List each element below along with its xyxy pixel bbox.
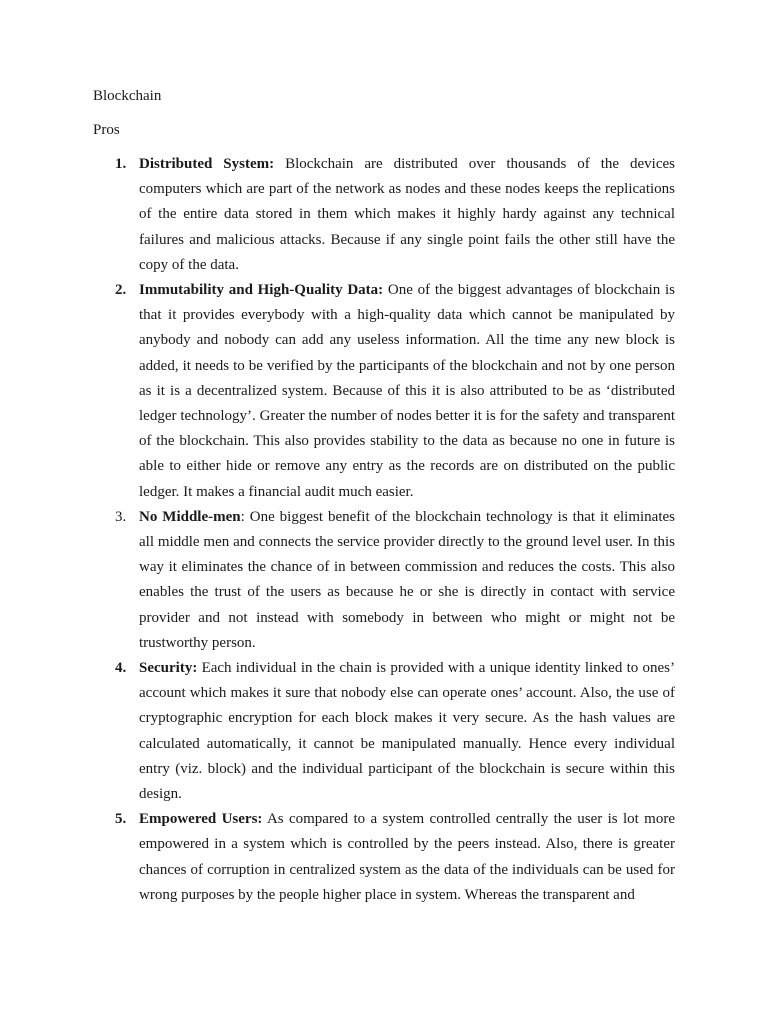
list-item-term: No Middle-men	[139, 508, 241, 525]
pros-list	[115, 152, 675, 908]
list-item-text: Each individual in the chain is provided with a unique identity linked to ones’ account which makes it sure that nobody else can operate ones’ account. Also, the use of cryptographic encryption for each block makes it very secure. As the hash values are calculated automatically, it cannot be manipulated manually. Hence every individual entry (viz. block) and the individual participant of the blockchain is secure within this design.	[139, 660, 675, 803]
list-item-number: 4.	[115, 660, 127, 677]
list-item-text: Blockchain are distributed over thousands of the devices computers which are part of the network as nodes and these nodes keeps the replications of the entire data stored in them which makes it highly hardy against any technical failures and malicious attacks. Because if any single point fails the other still have the copy of the data.	[139, 156, 675, 273]
list-item	[115, 278, 675, 505]
list-item	[115, 152, 675, 278]
list-item	[115, 656, 675, 807]
list-item-term: Security:	[139, 660, 198, 677]
list-item-number: 3.	[115, 508, 127, 525]
list-item-number: 5.	[115, 811, 127, 828]
list-item	[115, 807, 675, 908]
list-item-text: As compared to a system controlled centrally the user is lot more empowered in a system which is controlled by the peers instead. Also, there is greater chances of corruption in centralized system as the data of the individuals can be used for wrong purposes by the people higher place in system. Whereas the transparent and	[139, 811, 675, 903]
document-title: Blockchain	[93, 88, 162, 104]
list-item-term: Empowered Users:	[139, 811, 263, 828]
list-item-term: Immutability and High-Quality Data:	[139, 282, 384, 299]
list-item	[115, 505, 675, 656]
list-item-text: : One biggest benefit of the blockchain technology is that it eliminates all middle men and connects the service provider directly to the ground level user. In this way it eliminates the chance of in between commission and reduces the costs. This also enables the trust of the users as because he or she is directly in contact with service provider and not instead with somebody in between who might or might not be trustworthy person.	[139, 508, 675, 651]
list-item-number: 2.	[115, 282, 127, 299]
list-item-number: 1.	[115, 156, 127, 172]
list-item-term: Distributed System:	[139, 156, 275, 172]
list-item-text: One of the biggest advantages of blockchain is that it provides everybody with a high-quality data which cannot be manipulated by anybody and nobody can add any useless information. All the time any new block is added, it needs to be verified by the participants of the blockchain and not by one person as it is a decentralized system. Because of this it is also attributed to be as ‘distributed ledger technology’. Greater the number of nodes better it is for the safety and transparent of the blockchain. This also provides stability to the data as because no one in future is able to either hide or remove any entry as the records are on distributed on the public ledger. It makes a financial audit much easier.	[139, 282, 675, 500]
section-heading-pros: Pros	[93, 122, 120, 138]
